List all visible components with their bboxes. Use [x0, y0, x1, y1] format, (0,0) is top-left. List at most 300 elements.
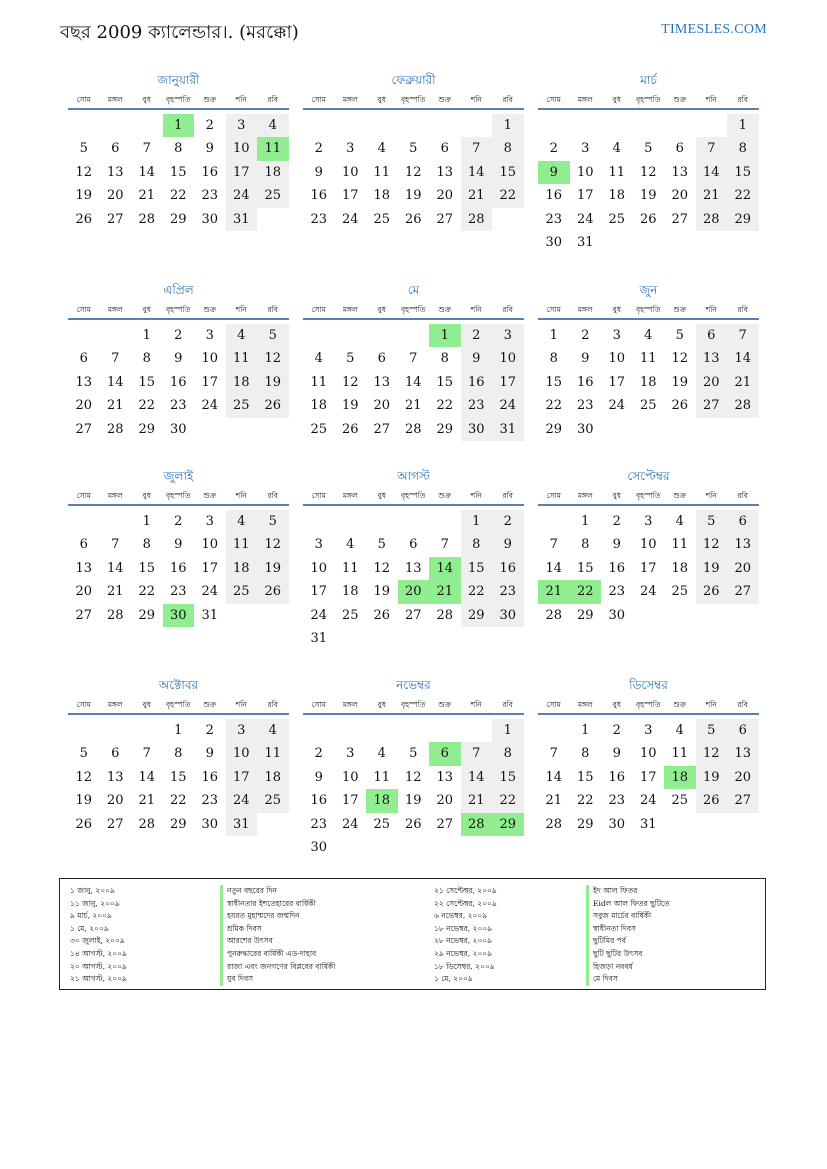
- day-cell[interactable]: 6: [79, 537, 88, 553]
- day-cell[interactable]: 12: [257, 533, 289, 556]
- day-cell[interactable]: 24: [201, 398, 219, 414]
- day-cell[interactable]: 21: [106, 584, 124, 600]
- day-cell[interactable]: 10: [576, 164, 594, 180]
- day-cell[interactable]: 13: [106, 164, 124, 180]
- day-cell[interactable]: 15: [576, 769, 594, 785]
- day-cell[interactable]: 19: [404, 793, 422, 809]
- day-cell[interactable]: 17: [639, 769, 657, 785]
- day-cell[interactable]: 1: [461, 510, 493, 533]
- day-cell[interactable]: 9: [612, 537, 621, 553]
- day-cell[interactable]: 3: [205, 328, 214, 343]
- day-cell[interactable]: 4: [675, 723, 684, 738]
- day-cell[interactable]: 13: [75, 560, 93, 576]
- day-cell[interactable]: 25: [373, 211, 391, 227]
- day-cell[interactable]: 9: [205, 746, 214, 762]
- day-cell[interactable]: 28: [545, 607, 563, 623]
- day-cell[interactable]: 2: [314, 746, 323, 762]
- day-cell[interactable]: 14: [404, 374, 422, 390]
- day-cell[interactable]: 29: [169, 816, 187, 832]
- day-cell[interactable]: 5: [696, 719, 728, 742]
- day-cell[interactable]: 8: [492, 137, 524, 160]
- day-cell[interactable]: 15: [492, 161, 524, 184]
- day-cell[interactable]: 3: [226, 114, 258, 137]
- day-cell[interactable]: 10: [341, 164, 359, 180]
- day-cell[interactable]: 6: [111, 746, 120, 762]
- day-cell[interactable]: 23: [608, 584, 626, 600]
- day-cell[interactable]: 11: [226, 533, 258, 556]
- day-cell[interactable]: 31: [310, 631, 328, 646]
- day-cell[interactable]: 31: [576, 235, 594, 250]
- day-cell[interactable]: 4: [257, 114, 289, 137]
- day-cell[interactable]: 6: [440, 141, 449, 157]
- day-cell[interactable]: 26: [75, 211, 93, 227]
- day-cell[interactable]: 29: [461, 604, 493, 627]
- day-cell[interactable]: 6: [377, 351, 386, 367]
- day-cell[interactable]: 28: [461, 208, 493, 231]
- day-cell[interactable]: 8: [142, 351, 151, 367]
- day-cell[interactable]: 10: [341, 769, 359, 785]
- day-cell[interactable]: 18: [671, 560, 689, 576]
- day-cell[interactable]: 17: [639, 560, 657, 576]
- day-cell[interactable]: 17: [608, 374, 626, 390]
- day-cell[interactable]: 1: [492, 114, 524, 137]
- day-cell[interactable]: 24: [226, 789, 258, 812]
- day-cell[interactable]: 2: [581, 328, 590, 343]
- day-cell[interactable]: 2: [492, 510, 524, 533]
- day-cell[interactable]: 21: [404, 398, 422, 414]
- day-cell[interactable]: 5: [675, 328, 684, 343]
- day-cell[interactable]: 21: [727, 371, 759, 394]
- day-cell[interactable]: 22: [138, 584, 156, 600]
- day-cell[interactable]: 9: [492, 533, 524, 556]
- day-cell[interactable]: 6: [79, 351, 88, 367]
- day-cell[interactable]: 2: [205, 118, 214, 133]
- day-cell[interactable]: 10: [310, 560, 328, 576]
- day-cell[interactable]: 18: [341, 584, 359, 600]
- day-cell[interactable]: 21: [545, 793, 563, 809]
- day-cell[interactable]: 10: [608, 351, 626, 367]
- day-cell[interactable]: 4: [612, 141, 621, 157]
- day-cell[interactable]: 24: [341, 211, 359, 227]
- day-cell[interactable]: 29: [138, 421, 156, 437]
- day-cell[interactable]: 12: [639, 164, 657, 180]
- day-cell[interactable]: 10: [201, 351, 219, 367]
- day-cell[interactable]: 26: [257, 580, 289, 603]
- day-cell[interactable]: 23: [545, 211, 563, 227]
- day-cell[interactable]: 5: [346, 351, 355, 367]
- day-cell[interactable]: 31: [201, 607, 219, 623]
- day-cell[interactable]: 26: [75, 816, 93, 832]
- day-cell[interactable]: 26: [404, 211, 422, 227]
- day-cell[interactable]: 28: [106, 421, 124, 437]
- day-cell[interactable]: 29: [138, 607, 156, 623]
- day-cell[interactable]: 16: [201, 769, 219, 785]
- day-cell[interactable]: 13: [727, 533, 759, 556]
- day-cell[interactable]: 17: [310, 584, 328, 600]
- day-cell[interactable]: 7: [727, 324, 759, 347]
- day-cell[interactable]: 18: [373, 188, 391, 204]
- day-cell[interactable]: 11: [608, 164, 626, 180]
- day-cell[interactable]: 27: [404, 607, 422, 623]
- day-cell[interactable]: 19: [75, 188, 93, 204]
- day-cell[interactable]: 27: [727, 580, 759, 603]
- day-cell[interactable]: 16: [169, 374, 187, 390]
- day-cell[interactable]: 4: [675, 514, 684, 529]
- day-cell[interactable]: 13: [671, 164, 689, 180]
- day-cell[interactable]: 13: [436, 164, 454, 180]
- day-cell[interactable]: 17: [201, 560, 219, 576]
- day-cell[interactable]: 8: [174, 141, 183, 157]
- day-cell[interactable]: 7: [409, 351, 418, 367]
- day-cell[interactable]: 8: [440, 351, 449, 367]
- day-cell[interactable]: 16: [461, 371, 493, 394]
- day-cell[interactable]: 9: [174, 351, 183, 367]
- day-cell[interactable]: 14: [106, 560, 124, 576]
- day-cell[interactable]: 3: [314, 537, 323, 553]
- day-cell[interactable]: 3: [226, 719, 258, 742]
- day-cell[interactable]: 12: [257, 347, 289, 370]
- day-cell[interactable]: 12: [75, 769, 93, 785]
- day-cell[interactable]: 25: [310, 421, 328, 437]
- day-cell[interactable]: 6: [111, 141, 120, 157]
- day-cell[interactable]: 9: [205, 141, 214, 157]
- day-cell[interactable]: 24: [201, 584, 219, 600]
- day-cell[interactable]: 2: [461, 324, 493, 347]
- day-cell[interactable]: 20: [106, 188, 124, 204]
- day-cell[interactable]: 17: [201, 374, 219, 390]
- day-cell[interactable]: 15: [576, 560, 594, 576]
- day-cell[interactable]: 4: [644, 328, 653, 343]
- holiday-day-cell[interactable]: 1: [163, 114, 195, 137]
- day-cell[interactable]: 9: [314, 769, 323, 785]
- day-cell[interactable]: 23: [201, 188, 219, 204]
- day-cell[interactable]: 1: [549, 328, 558, 343]
- day-cell[interactable]: 7: [111, 351, 120, 367]
- day-cell[interactable]: 27: [436, 211, 454, 227]
- holiday-day-cell[interactable]: 22: [570, 580, 602, 603]
- day-cell[interactable]: 20: [75, 584, 93, 600]
- day-cell[interactable]: 20: [373, 398, 391, 414]
- day-cell[interactable]: 19: [696, 766, 728, 789]
- holiday-day-cell[interactable]: 18: [664, 766, 696, 789]
- day-cell[interactable]: 28: [106, 607, 124, 623]
- day-cell[interactable]: 24: [608, 398, 626, 414]
- day-cell[interactable]: 18: [310, 398, 328, 414]
- day-cell[interactable]: 22: [436, 398, 454, 414]
- day-cell[interactable]: 11: [671, 746, 689, 762]
- day-cell[interactable]: 21: [138, 793, 156, 809]
- day-cell[interactable]: 20: [106, 793, 124, 809]
- day-cell[interactable]: 15: [492, 766, 524, 789]
- day-cell[interactable]: 20: [436, 188, 454, 204]
- day-cell[interactable]: 19: [404, 188, 422, 204]
- day-cell[interactable]: 17: [576, 188, 594, 204]
- day-cell[interactable]: 5: [644, 141, 653, 157]
- day-cell[interactable]: 24: [310, 607, 328, 623]
- day-cell[interactable]: 15: [169, 769, 187, 785]
- holiday-day-cell[interactable]: 30: [163, 604, 195, 627]
- day-cell[interactable]: 13: [404, 560, 422, 576]
- day-cell[interactable]: 25: [373, 816, 391, 832]
- day-cell[interactable]: 21: [106, 398, 124, 414]
- day-cell[interactable]: 8: [492, 742, 524, 765]
- day-cell[interactable]: 4: [377, 141, 386, 157]
- day-cell[interactable]: 19: [696, 557, 728, 580]
- day-cell[interactable]: 5: [409, 746, 418, 762]
- day-cell[interactable]: 3: [346, 141, 355, 157]
- day-cell[interactable]: 19: [257, 557, 289, 580]
- day-cell[interactable]: 12: [671, 351, 689, 367]
- day-cell[interactable]: 5: [409, 141, 418, 157]
- day-cell[interactable]: 11: [639, 351, 657, 367]
- day-cell[interactable]: 9: [461, 347, 493, 370]
- day-cell[interactable]: 23: [608, 793, 626, 809]
- day-cell[interactable]: 26: [341, 421, 359, 437]
- day-cell[interactable]: 25: [608, 211, 626, 227]
- day-cell[interactable]: 12: [696, 742, 728, 765]
- day-cell[interactable]: 8: [581, 537, 590, 553]
- day-cell[interactable]: 30: [545, 235, 563, 250]
- day-cell[interactable]: 22: [492, 184, 524, 207]
- day-cell[interactable]: 1: [581, 723, 590, 738]
- day-cell[interactable]: 18: [639, 374, 657, 390]
- day-cell[interactable]: 19: [257, 371, 289, 394]
- day-cell[interactable]: 16: [492, 557, 524, 580]
- day-cell[interactable]: 9: [314, 164, 323, 180]
- site-link[interactable]: TIMESLES.COM: [661, 22, 767, 37]
- day-cell[interactable]: 28: [696, 208, 728, 231]
- day-cell[interactable]: 29: [436, 421, 454, 437]
- day-cell[interactable]: 11: [373, 769, 391, 785]
- day-cell[interactable]: 2: [612, 514, 621, 529]
- day-cell[interactable]: 19: [671, 374, 689, 390]
- day-cell[interactable]: 19: [341, 398, 359, 414]
- day-cell[interactable]: 14: [545, 560, 563, 576]
- day-cell[interactable]: 5: [257, 510, 289, 533]
- day-cell[interactable]: 8: [727, 137, 759, 160]
- day-cell[interactable]: 2: [549, 141, 558, 157]
- day-cell[interactable]: 21: [461, 184, 493, 207]
- day-cell[interactable]: 30: [310, 840, 328, 855]
- day-cell[interactable]: 31: [226, 813, 258, 836]
- day-cell[interactable]: 15: [545, 374, 563, 390]
- day-cell[interactable]: 18: [257, 161, 289, 184]
- day-cell[interactable]: 16: [310, 188, 328, 204]
- day-cell[interactable]: 28: [138, 816, 156, 832]
- day-cell[interactable]: 5: [79, 141, 88, 157]
- day-cell[interactable]: 31: [639, 816, 657, 832]
- day-cell[interactable]: 23: [461, 394, 493, 417]
- day-cell[interactable]: 14: [461, 161, 493, 184]
- day-cell[interactable]: 25: [671, 584, 689, 600]
- day-cell[interactable]: 9: [612, 746, 621, 762]
- day-cell[interactable]: 29: [169, 211, 187, 227]
- day-cell[interactable]: 3: [612, 328, 621, 343]
- day-cell[interactable]: 24: [226, 184, 258, 207]
- day-cell[interactable]: 10: [226, 137, 258, 160]
- day-cell[interactable]: 10: [639, 537, 657, 553]
- holiday-day-cell[interactable]: 11: [257, 137, 289, 160]
- day-cell[interactable]: 15: [138, 374, 156, 390]
- day-cell[interactable]: 28: [436, 607, 454, 623]
- day-cell[interactable]: 30: [201, 211, 219, 227]
- day-cell[interactable]: 27: [75, 607, 93, 623]
- day-cell[interactable]: 26: [373, 607, 391, 623]
- day-cell[interactable]: 28: [404, 421, 422, 437]
- day-cell[interactable]: 27: [106, 211, 124, 227]
- day-cell[interactable]: 25: [639, 398, 657, 414]
- day-cell[interactable]: 16: [310, 793, 328, 809]
- day-cell[interactable]: 7: [142, 746, 151, 762]
- day-cell[interactable]: 7: [440, 537, 449, 553]
- day-cell[interactable]: 26: [671, 398, 689, 414]
- day-cell[interactable]: 14: [106, 374, 124, 390]
- day-cell[interactable]: 22: [727, 184, 759, 207]
- day-cell[interactable]: 25: [257, 184, 289, 207]
- day-cell[interactable]: 6: [675, 141, 684, 157]
- day-cell[interactable]: 24: [576, 211, 594, 227]
- day-cell[interactable]: 15: [727, 161, 759, 184]
- day-cell[interactable]: 12: [373, 560, 391, 576]
- day-cell[interactable]: 5: [257, 324, 289, 347]
- day-cell[interactable]: 25: [671, 793, 689, 809]
- day-cell[interactable]: 8: [142, 537, 151, 553]
- day-cell[interactable]: 16: [201, 164, 219, 180]
- day-cell[interactable]: 1: [174, 723, 183, 738]
- day-cell[interactable]: 23: [310, 211, 328, 227]
- day-cell[interactable]: 26: [639, 211, 657, 227]
- day-cell[interactable]: 12: [341, 374, 359, 390]
- day-cell[interactable]: 30: [576, 421, 594, 437]
- day-cell[interactable]: 6: [727, 719, 759, 742]
- day-cell[interactable]: 4: [226, 510, 258, 533]
- day-cell[interactable]: 7: [461, 742, 493, 765]
- day-cell[interactable]: 26: [257, 394, 289, 417]
- day-cell[interactable]: 21: [138, 188, 156, 204]
- day-cell[interactable]: 3: [492, 324, 524, 347]
- day-cell[interactable]: 17: [226, 161, 258, 184]
- day-cell[interactable]: 2: [205, 723, 214, 738]
- day-cell[interactable]: 13: [75, 374, 93, 390]
- day-cell[interactable]: 10: [492, 347, 524, 370]
- day-cell[interactable]: 6: [696, 324, 728, 347]
- day-cell[interactable]: 7: [111, 537, 120, 553]
- day-cell[interactable]: 3: [644, 514, 653, 529]
- day-cell[interactable]: 8: [461, 533, 493, 556]
- day-cell[interactable]: 4: [314, 351, 323, 367]
- day-cell[interactable]: 3: [581, 141, 590, 157]
- day-cell[interactable]: 14: [138, 164, 156, 180]
- day-cell[interactable]: 21: [696, 184, 728, 207]
- day-cell[interactable]: 17: [341, 188, 359, 204]
- day-cell[interactable]: 13: [696, 347, 728, 370]
- day-cell[interactable]: 5: [79, 746, 88, 762]
- day-cell[interactable]: 4: [257, 719, 289, 742]
- day-cell[interactable]: 11: [341, 560, 359, 576]
- holiday-day-cell[interactable]: 21: [538, 580, 570, 603]
- day-cell[interactable]: 12: [404, 769, 422, 785]
- day-cell[interactable]: 22: [138, 398, 156, 414]
- day-cell[interactable]: 7: [142, 141, 151, 157]
- day-cell[interactable]: 23: [169, 584, 187, 600]
- day-cell[interactable]: 9: [581, 351, 590, 367]
- day-cell[interactable]: 4: [226, 324, 258, 347]
- day-cell[interactable]: 29: [576, 607, 594, 623]
- day-cell[interactable]: 12: [696, 533, 728, 556]
- day-cell[interactable]: 15: [436, 374, 454, 390]
- day-cell[interactable]: 7: [696, 137, 728, 160]
- holiday-day-cell[interactable]: 9: [538, 161, 570, 184]
- day-cell[interactable]: 3: [205, 514, 214, 529]
- day-cell[interactable]: 15: [138, 560, 156, 576]
- day-cell[interactable]: 22: [169, 793, 187, 809]
- day-cell[interactable]: 1: [581, 514, 590, 529]
- day-cell[interactable]: 22: [492, 789, 524, 812]
- day-cell[interactable]: 11: [373, 164, 391, 180]
- day-cell[interactable]: 26: [404, 816, 422, 832]
- day-cell[interactable]: 18: [608, 188, 626, 204]
- day-cell[interactable]: 9: [174, 537, 183, 553]
- day-cell[interactable]: 4: [346, 537, 355, 553]
- day-cell[interactable]: 10: [639, 746, 657, 762]
- day-cell[interactable]: 11: [310, 374, 328, 390]
- day-cell[interactable]: 27: [671, 211, 689, 227]
- day-cell[interactable]: 7: [549, 537, 558, 553]
- day-cell[interactable]: 1: [142, 328, 151, 343]
- day-cell[interactable]: 16: [608, 560, 626, 576]
- day-cell[interactable]: 16: [169, 560, 187, 576]
- holiday-day-cell[interactable]: 28: [461, 813, 493, 836]
- day-cell[interactable]: 14: [138, 769, 156, 785]
- day-cell[interactable]: 16: [576, 374, 594, 390]
- day-cell[interactable]: 25: [226, 394, 258, 417]
- day-cell[interactable]: 12: [404, 164, 422, 180]
- day-cell[interactable]: 17: [341, 793, 359, 809]
- day-cell[interactable]: 3: [644, 723, 653, 738]
- day-cell[interactable]: 23: [492, 580, 524, 603]
- holiday-day-cell[interactable]: 20: [398, 580, 430, 603]
- day-cell[interactable]: 28: [727, 394, 759, 417]
- day-cell[interactable]: 14: [696, 161, 728, 184]
- holiday-day-cell[interactable]: 18: [366, 789, 398, 812]
- day-cell[interactable]: 24: [341, 816, 359, 832]
- day-cell[interactable]: 13: [373, 374, 391, 390]
- day-cell[interactable]: 29: [545, 421, 563, 437]
- day-cell[interactable]: 27: [75, 421, 93, 437]
- day-cell[interactable]: 28: [138, 211, 156, 227]
- day-cell[interactable]: 6: [409, 537, 418, 553]
- day-cell[interactable]: 4: [377, 746, 386, 762]
- day-cell[interactable]: 18: [257, 766, 289, 789]
- day-cell[interactable]: 27: [727, 789, 759, 812]
- day-cell[interactable]: 20: [436, 793, 454, 809]
- day-cell[interactable]: 19: [639, 188, 657, 204]
- day-cell[interactable]: 17: [226, 766, 258, 789]
- day-cell[interactable]: 31: [226, 208, 258, 231]
- day-cell[interactable]: 19: [373, 584, 391, 600]
- day-cell[interactable]: 2: [174, 328, 183, 343]
- day-cell[interactable]: 11: [671, 537, 689, 553]
- day-cell[interactable]: 5: [377, 537, 386, 553]
- day-cell[interactable]: 22: [576, 793, 594, 809]
- day-cell[interactable]: 2: [174, 514, 183, 529]
- day-cell[interactable]: 25: [341, 607, 359, 623]
- day-cell[interactable]: 23: [310, 816, 328, 832]
- day-cell[interactable]: 12: [75, 164, 93, 180]
- day-cell[interactable]: 13: [727, 742, 759, 765]
- day-cell[interactable]: 14: [545, 769, 563, 785]
- day-cell[interactable]: 8: [549, 351, 558, 367]
